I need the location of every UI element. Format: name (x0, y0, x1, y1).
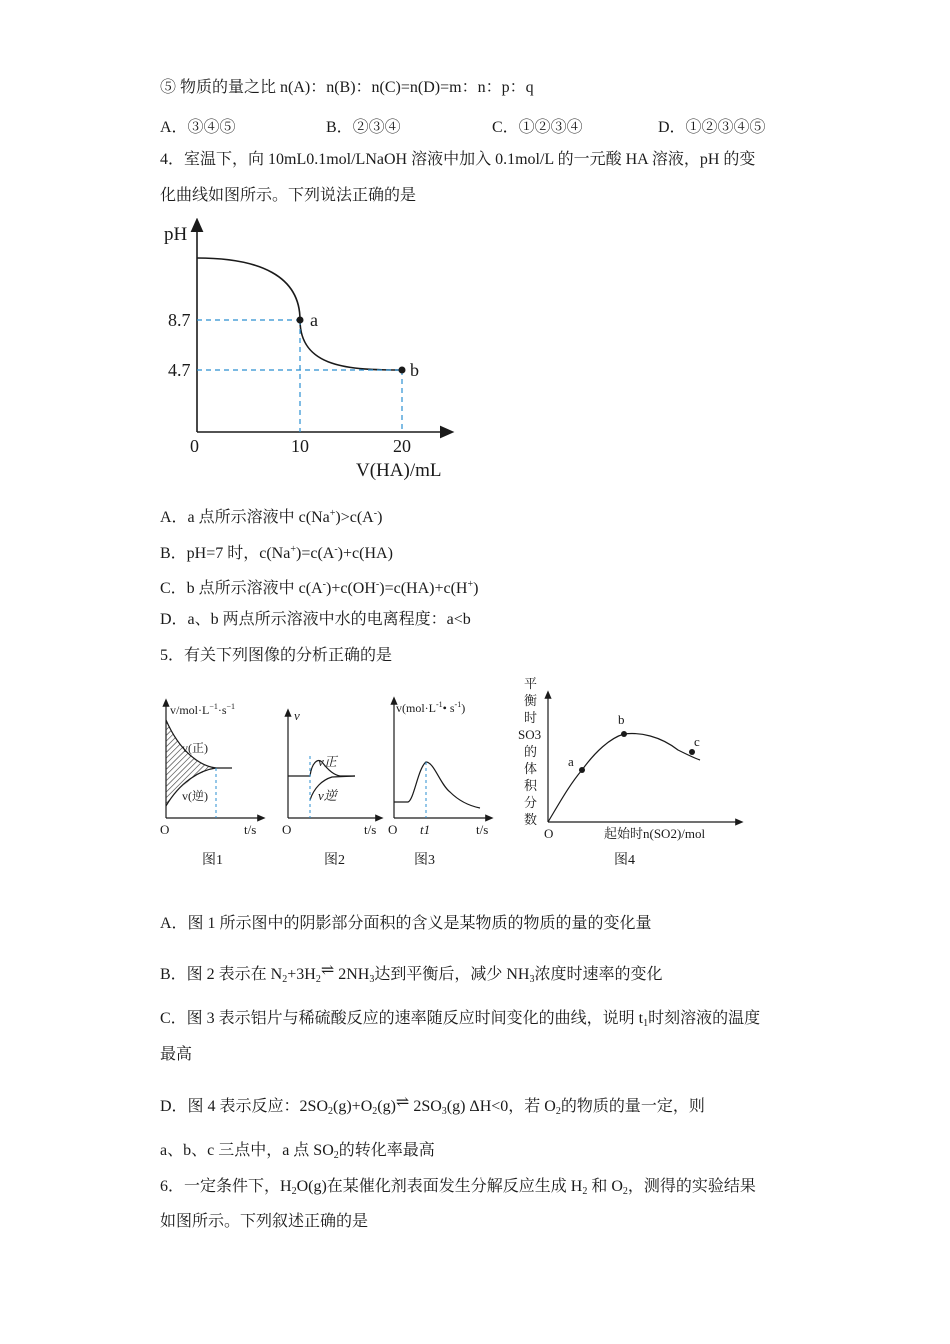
svg-text:的: 的 (524, 744, 538, 759)
q4-label-a: a (310, 310, 318, 330)
q3-option-a[interactable]: A．③④⑤ (160, 119, 236, 136)
q5-fig1-ylabel: $v/mol\cdot L^{-1}\cdot s^{-1}$ (170, 702, 236, 717)
q5-fig2-vfwd: v正 (318, 754, 337, 769)
q5-option-d-line2: a、b、c 三点中，a 点 $SO_2$的转化率最高 (160, 1142, 435, 1161)
q5-fig2-xlabel: t/s (364, 822, 377, 837)
q5-fig4-ylabel (518, 676, 541, 827)
q4-stem-line1: 4．室温下，向 10mL0.1mol/LNaOH 溶液中加入 0.1mol/L 的一元酸 HA 溶液，pH 的变 (160, 151, 756, 168)
svg-text:时: 时 (524, 710, 538, 725)
svg-text:平: 平 (524, 676, 538, 691)
q4-ylabel: pH (164, 224, 188, 245)
q5-fig1-caption: 图1 (202, 853, 223, 868)
q5-fig3 (388, 700, 490, 868)
svg-text:衡: 衡 (524, 693, 538, 708)
q5-fig4-point-b (621, 731, 627, 737)
q4-ph-curve (197, 258, 402, 370)
q5-fig4-label-c: c (694, 734, 700, 749)
q4-ytick-87: 8.7 (168, 310, 191, 330)
q5-fig4-caption: 图4 (614, 853, 635, 868)
q5-fig2-origin: O (282, 822, 292, 837)
svg-text:分: 分 (524, 795, 538, 810)
q6-stem-line1: 6．一定条件下，$H_2O(g)$在某催化剂表面发生分解反应生成 $H_2$ 和 $O_2$，测得的实验结果 (160, 1178, 756, 1197)
q5-fig2 (282, 708, 380, 868)
q5-fig2-vrev: v逆 (318, 788, 337, 803)
q5-fig3-xlabel: t/s (476, 822, 489, 837)
q4-ytick-47: 4.7 (168, 360, 191, 380)
q4-ph-chart (150, 218, 470, 488)
q5-option-d-line1[interactable]: D．图 4 表示反应：$2SO_2(g)+O_2(g)\rightleftharpoons$ $2SO_3(g)$ ΔH<0，若 $O_2$的物质的量一定，则 (160, 1094, 705, 1117)
q5-fig4-origin: O (544, 826, 554, 841)
svg-text:体: 体 (524, 761, 538, 776)
q5-fig4-label-a: a (568, 754, 574, 769)
q5-stem: 5．有关下列图像的分析正确的是 (160, 647, 393, 664)
q3-option-c[interactable]: C．①②③④ (492, 119, 583, 136)
q4-xtick-20: 20 (393, 436, 411, 456)
q5-fig1-xlabel: t/s (244, 822, 257, 837)
q5-fig2-ylabel: v (294, 708, 300, 723)
q5-option-c-line2: 最高 (160, 1046, 193, 1063)
q3-item5: ⑤ 物质的量之比 n(A)：n(B)：n(C)=n(D)=m：n：p：q (160, 79, 534, 96)
svg-text:SO3: SO3 (518, 727, 542, 742)
q4-xtick-10: 10 (291, 436, 309, 456)
q4-option-b[interactable]: B．pH=7 时，c(Na+)=c(A-)+c(HA) (160, 544, 393, 562)
q5-fig3-origin: O (388, 822, 398, 837)
q5-fig3-rate-curve (394, 762, 480, 808)
q5-fig2-caption: 图2 (324, 853, 345, 868)
q5-fig4-curve (548, 734, 700, 822)
q5-fig4-xlabel: 起始时n(SO2)/mol (604, 826, 706, 841)
q5-figures (150, 672, 750, 882)
q5-fig3-ylabel: $v(mol\cdot L^{-1}•$ $s^{-1}$) (396, 700, 466, 715)
q4-point-a (297, 317, 304, 324)
q4-option-c[interactable]: C．b 点所示溶液中 c(A-)+c(OH-)=c(HA)+c(H+) (160, 579, 479, 597)
q5-fig1-vrev: v(逆) (182, 789, 208, 803)
q4-option-a[interactable]: A．a 点所示溶液中 c(Na+)>c(A-) (160, 508, 383, 526)
q5-fig4-point-c (689, 749, 695, 755)
q5-fig1-vfwd: v(正) (182, 741, 208, 755)
q4-xtick-0: 0 (190, 436, 199, 456)
q5-fig4 (518, 676, 740, 868)
q4-label-b: b (410, 360, 419, 380)
q5-fig1 (160, 702, 262, 868)
svg-text:积: 积 (524, 778, 538, 793)
q5-fig4-point-a (579, 767, 585, 773)
q4-point-b (399, 367, 406, 374)
q5-option-a[interactable]: A．图 1 所示图中的阴影部分面积的含义是某物质的物质的量的变化量 (160, 915, 652, 932)
q5-option-b[interactable]: B．图 2 表示在 $N_2+3H_2\rightleftharpoons$ $2NH_3$达到平衡后，减少 $NH_3$浓度时速率的变化 (160, 962, 663, 985)
svg-text:数: 数 (524, 812, 538, 827)
q4-stem-line2: 化曲线如图所示。下列说法正确的是 (160, 187, 417, 204)
q3-option-d[interactable]: D．①②③④⑤ (658, 119, 766, 136)
q4-option-d[interactable]: D．a、b 两点所示溶液中水的电离程度：a<b (160, 611, 471, 628)
q4-xlabel: V(HA)/mL (356, 460, 442, 481)
q3-option-b[interactable]: B．②③④ (326, 119, 401, 136)
q5-option-c-line1[interactable]: C．图 3 表示铝片与稀硫酸反应的速率随反应时间变化的曲线，说明 $t_1$时刻溶液的温度 (160, 1010, 761, 1029)
q5-fig4-label-b: b (618, 712, 625, 727)
q5-fig3-t1: t1 (420, 822, 431, 837)
q6-stem-line2: 如图所示。下列叙述正确的是 (160, 1213, 369, 1230)
q5-fig3-caption: 图3 (414, 853, 435, 868)
q5-fig1-origin: O (160, 822, 170, 837)
